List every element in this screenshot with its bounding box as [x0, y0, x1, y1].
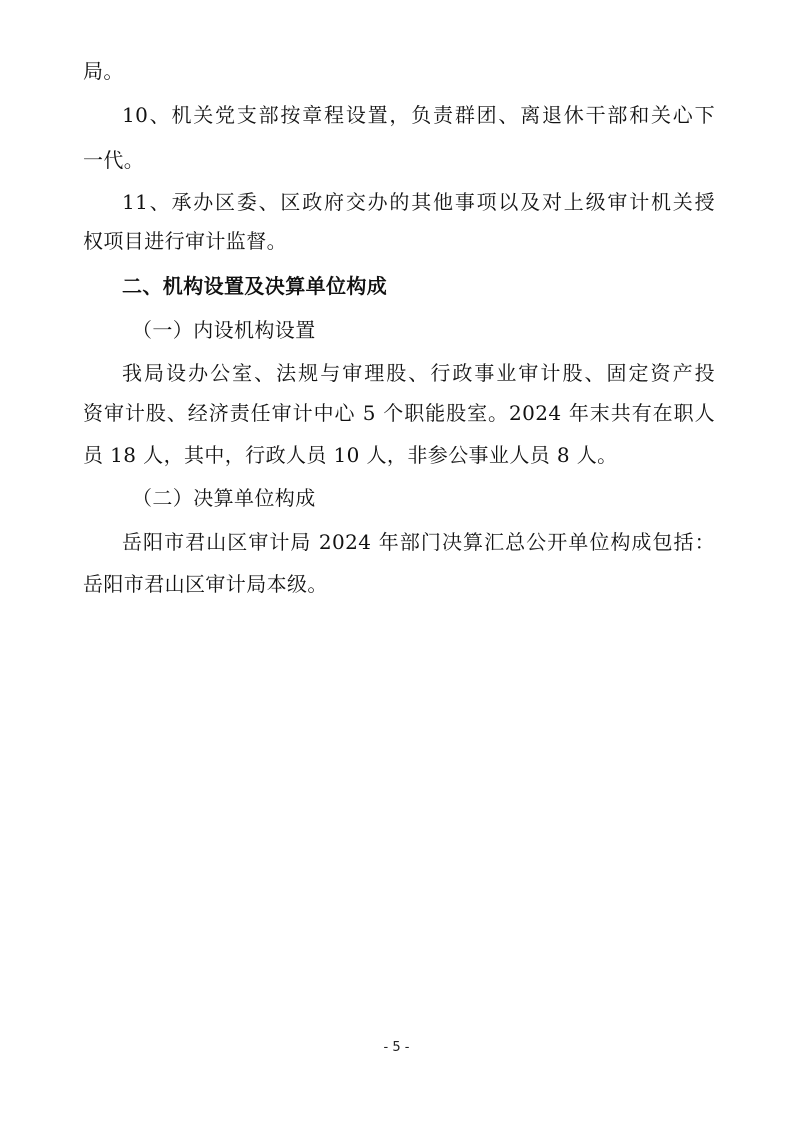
page-number: - 5 - — [383, 1040, 410, 1055]
subsection-heading: （二）决算单位构成 — [132, 486, 316, 510]
paragraph-line: 我局设办公室、法规与审理股、行政事业审计股、固定资产投 — [122, 361, 715, 385]
section-heading: 二、机构设置及决算单位构成 — [122, 274, 388, 298]
paragraph-line: 岳阳市君山区审计局本级。 — [83, 572, 328, 596]
paragraph-line: 权项目进行审计监督。 — [83, 229, 287, 253]
paragraph-line: 11、承办区委、区政府交办的其他事项以及对上级审计机关授 — [122, 190, 715, 214]
paragraph-line: 局。 — [83, 59, 124, 83]
paragraph-line: 10、机关党支部按章程设置，负责群团、离退休干部和关心下 — [122, 103, 715, 127]
paragraph-line: 一代。 — [83, 148, 145, 172]
paragraph-line: 资审计股、经济责任审计中心 5 个职能股室。2024 年末共有在职人 — [83, 401, 715, 425]
paragraph-line: 员 18 人，其中，行政人员 10 人，非参公事业人员 8 人。 — [83, 443, 618, 467]
paragraph-line: 岳阳市君山区审计局 2024 年部门决算汇总公开单位构成包括： — [122, 530, 715, 554]
subsection-heading: （一）内设机构设置 — [132, 318, 316, 342]
